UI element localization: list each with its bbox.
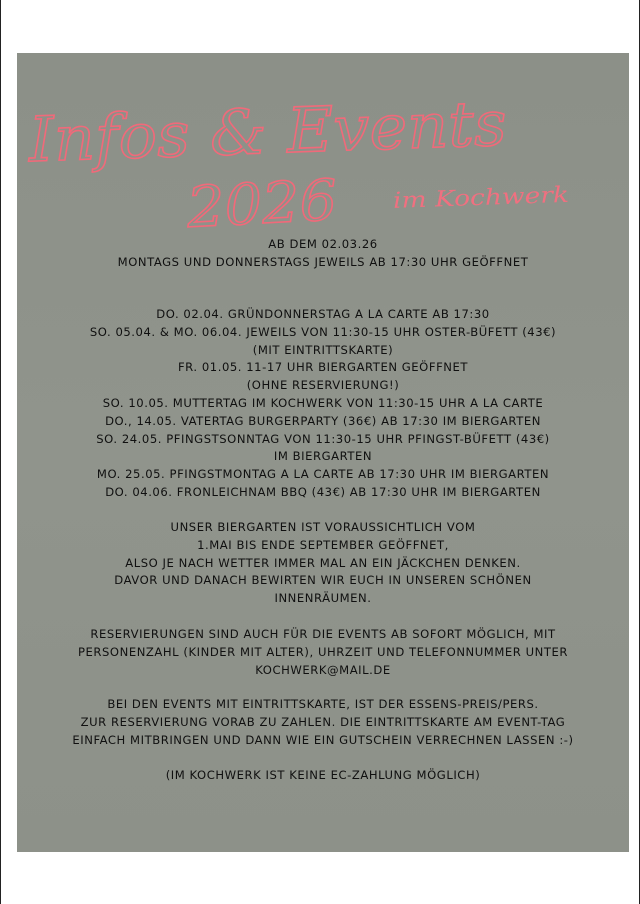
event-line: (MIT EINTRITTSKARTE) bbox=[252, 342, 394, 357]
title-line1: Infos & Events bbox=[27, 87, 495, 177]
event-line: SO. 05.04. & MO. 06.04. JEWEILS VON 11:30-15 UHR OSTER-BÜFETT (43€) bbox=[89, 324, 557, 339]
payment-note bbox=[17, 767, 629, 785]
event-line: SO. 24.05. PFINGSTSONNTAG VON 11:30-15 UHR PFINGST-BÜFETT (43€) bbox=[96, 431, 550, 446]
event-list bbox=[17, 306, 629, 502]
biergarten-line: ALSO JE NACH WETTER IMMER MAL AN EIN JÄCKCHEN DENKEN. bbox=[125, 555, 521, 570]
biergarten-line: UNSER BIERGARTEN IST VORAUSSICHTLICH VOM bbox=[170, 520, 476, 534]
payment-note-line: (IM KOCHWERK IST KEINE EC-ZAHLUNG MÖGLICH) bbox=[165, 768, 481, 782]
flyer bbox=[17, 53, 629, 852]
event-line: DO., 14.05. VATERTAG BURGERPARTY (36€) AB 17:30 IM BIERGARTEN bbox=[105, 413, 541, 428]
biergarten-line: INNENRÄUMEN. bbox=[274, 591, 372, 606]
event-line: FR. 01.05. 11-17 UHR BIERGARTEN GEÖFFNET bbox=[177, 360, 469, 375]
title-sub: im Kochwerk bbox=[392, 183, 540, 214]
reservation-line: RESERVIERUNGEN SIND AUCH FÜR DIE EVENTS AB SOFORT MÖGLICH, MIT bbox=[90, 627, 556, 641]
reservation-line: PERSONENZAHL (KINDER MIT ALTER), UHRZEIT UND TELEFONNUMMER UNTER bbox=[77, 644, 568, 659]
ticket-line: EINFACH MITBRINGEN UND DANN WIE EIN GUTSCHEIN VERRECHNEN LASSEN :-) bbox=[72, 732, 574, 747]
event-line: SO. 10.05. MUTTERTAG IM KOCHWERK VON 11:30-15 UHR A LA CARTE bbox=[102, 395, 544, 410]
ticket-line: BEI DEN EVENTS MIT EINTRITTSKARTE, IST DER ESSENS-PREIS/PERS. bbox=[107, 697, 539, 711]
event-line: (OHNE RESERVIERUNG!) bbox=[246, 378, 400, 393]
ticket-info bbox=[17, 696, 629, 749]
biergarten-line: 1.MAI BIS ENDE SEPTEMBER GEÖFFNET, bbox=[197, 537, 449, 552]
handwritten-title bbox=[17, 53, 629, 243]
biergarten-info bbox=[17, 519, 629, 608]
opening-line: MONTAGS UND DONNERSTAGS JEWEILS AB 17:30 UHR GEÖFFNET bbox=[117, 254, 529, 269]
event-line: DO. 04.06. FRONLEICHNAM BBQ (43€) AB 17:30 UHR IM BIERGARTEN bbox=[105, 484, 541, 499]
event-line: MO. 25.05. PFINGSTMONTAG A LA CARTE AB 17:30 UHR IM BIERGARTEN bbox=[96, 467, 550, 482]
event-line: DO. 02.04. GRÜNDONNERSTAG A LA CARTE AB 17:30 bbox=[156, 307, 490, 321]
opening-hours bbox=[17, 236, 629, 272]
reservation-email: KOCHWERK@MAIL.DE bbox=[255, 662, 391, 677]
opening-line: AB DEM 02.03.26 bbox=[268, 237, 378, 251]
title-year: 2026 bbox=[185, 168, 332, 241]
biergarten-line: DAVOR UND DANACH BEWIRTEN WIR EUCH IN UNSEREN SCHÖNEN bbox=[114, 573, 532, 588]
reservation-info bbox=[17, 626, 629, 679]
event-line: IM BIERGARTEN bbox=[273, 449, 373, 464]
ticket-line: ZUR RESERVIERUNG VORAB ZU ZAHLEN. DIE EINTRITTSKARTE AM EVENT-TAG bbox=[80, 714, 566, 729]
